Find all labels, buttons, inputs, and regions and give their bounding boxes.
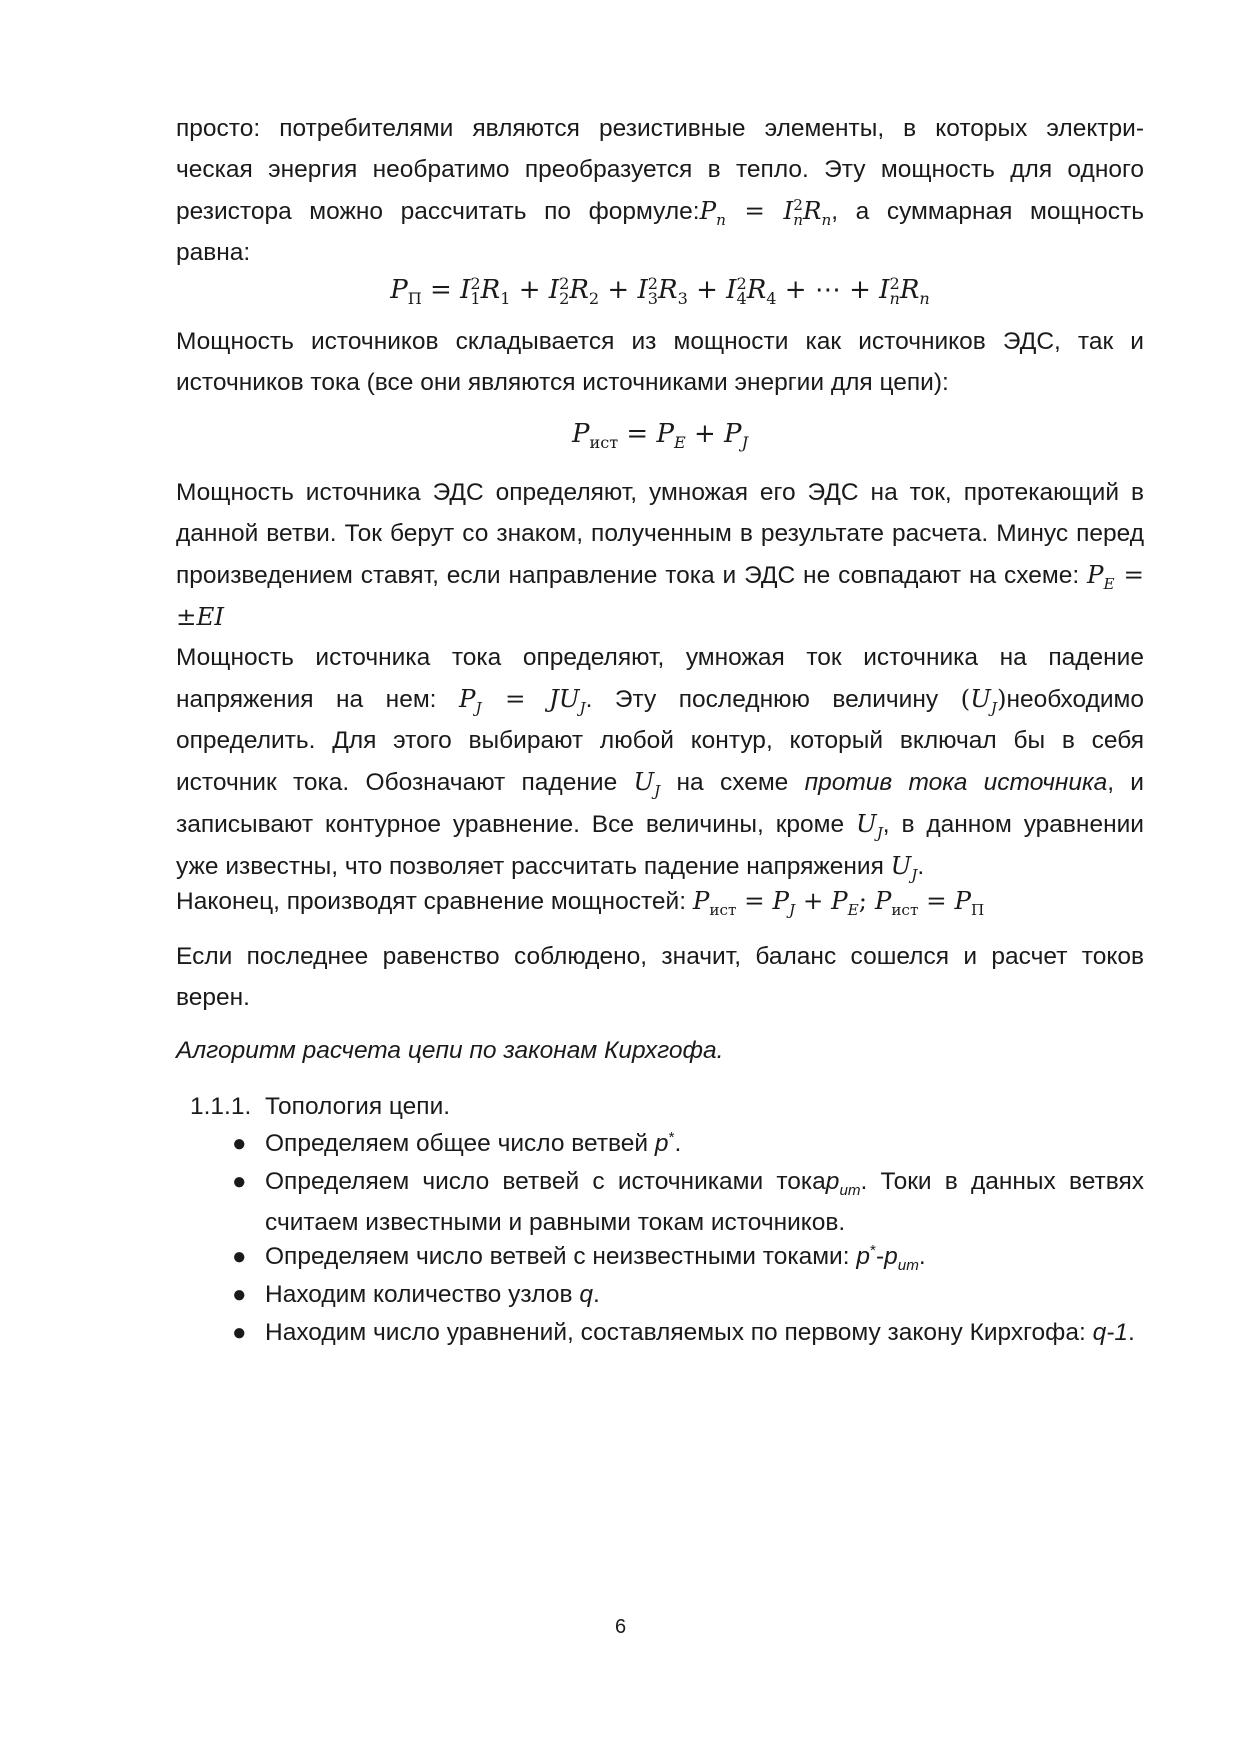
text-fragment: Находим количество узлов [265,1281,580,1308]
formula-power-balance: $P_{ист} = P_J + P_E$; $P_{ист} = P_П$ [692,886,985,919]
formula-resistor-power: $P_n = I$ 2 n $R_n$ [699,196,832,229]
formula-uj: $U_J$ [633,767,661,800]
section-heading: Алгоритм расчета цепи по законам Кирхгофа. [176,1037,724,1064]
text-fragment: Определяем число ветвей с источниками тока [265,1168,826,1195]
paragraph-power-comparison [176,880,1144,922]
bullet-icon: ● [232,1281,247,1308]
formula-emf-power: $P_E = \pm EI$ [176,560,1144,631]
bullet-icon: ● [232,1243,247,1270]
formula-current-source-power: $P_J = JU_J$ [458,684,586,717]
text-fragment: , и записывают контурное уравнение. Все величины, кроме [176,769,1144,838]
paragraph-line [176,190,1144,232]
paragraph-balance-conclusion: Если последнее равенство соблюдено, значит, баланс сошелся и расчет токов верен. [176,943,1144,1011]
bullet-icon: ● [232,1319,247,1346]
text-fragment: резистора можно рассчитать по формуле: [176,198,700,225]
text-fragment: . Эту последнюю величину [585,686,961,713]
text-fragment: Мощность источника тока определяют, умножая ток источника на падение напряжения на нем: [176,644,1144,713]
text-fragment: . Токи в данных ветвях считаем известными и равными токам источников. [265,1168,1144,1236]
bullet-icon: ● [232,1130,247,1157]
text-fragment: , а суммарная мощность [831,198,1144,225]
subscript: ит [897,1256,919,1274]
list-item-text: Находим число уравнений, составляемых по первому закону Кирхгофа: q-1. [265,1319,1135,1346]
paragraph-emf-power [176,472,1144,638]
variable: q-1 [1092,1319,1128,1346]
text-fragment: Наконец, производят сравнение мощностей: [176,888,693,915]
list-item-text: Находим количество узлов q. [265,1281,600,1308]
text-fragment: . [917,853,925,880]
topology-list [176,1086,1144,1506]
bullet-icon: ● [232,1168,247,1195]
paragraph-line: просто: потребителями являются резистивные элементы, в которых электри- [176,115,1144,142]
formula-consumer-power: $P_П = I$ 2 1 $R_1 + I$ 2 2 $R_2 + I$ 2 3 $R_3 + I$ 2 4 $R_4$ + ⋯ + I 2 n $R_n$ [390,273,930,309]
text-fragment: , в данном уравнении уже известны, что позволяет рассчитать падение напряжения [176,811,1144,880]
paragraph-consumers [176,108,1144,273]
list-number: 1.1.1. [190,1093,252,1120]
text-fragment: Находим число уравнений, составляемых по первому закону Кирхгофа: [265,1319,1093,1346]
formula-uj: $U_J$ [856,809,883,842]
formula-uj: $U_J$ [890,851,918,884]
variable: p [654,1130,669,1157]
text-fragment: Мощность источника ЭДС определяют, умножая его ЭДС на ток, протекающий в данной ветви. Ток берут со знаком, полученным в результате расчета. Минус перед произведением ставят, если направление тока и ЭДС не совпадают на схеме: [176,479,1144,589]
formula-uj: $(U_J)$ [960,684,1007,717]
paragraph-line: ческая энергия необратимо преобразуется в тепло. Эту мощность для одного [176,156,1144,183]
subscript: ит [839,1181,861,1199]
paragraph-line: равна: [176,239,251,266]
text-fragment: Определяем общее число ветвей [265,1130,655,1157]
list-item-text: Определяем общее число ветвей p*. [265,1128,682,1157]
list-item-text [265,1161,1144,1243]
formula-source-power: $P_{ист} = P_E + P_J$ [571,419,749,453]
paragraph-sources: Мощность источников складывается из мощности как источников ЭДС, так и источников тока (все они являются источниками энергии для цепи): [176,328,1144,396]
list-item-text: Определяем число ветвей с неизвестными токами: $p^*-p_{ит}$. [265,1241,926,1274]
paragraph-current-source-power [176,637,1144,887]
variable: p [856,1243,871,1270]
text-fragment: Определяем число ветвей с неизвестными токами: [265,1243,857,1270]
list-title: Топология цепи. [265,1093,451,1120]
variable: p [884,1243,898,1270]
variable: p [825,1168,840,1195]
text-fragment: на схеме [660,769,805,796]
page-number: 6 [614,1616,627,1638]
text-fragment: необходимо определить. Для этого выбирают любой контур, который включал бы в себя источник тока. Обозначают падение [176,686,1145,796]
emphasis-text: против тока источника [804,769,1108,796]
variable: q [579,1281,593,1308]
